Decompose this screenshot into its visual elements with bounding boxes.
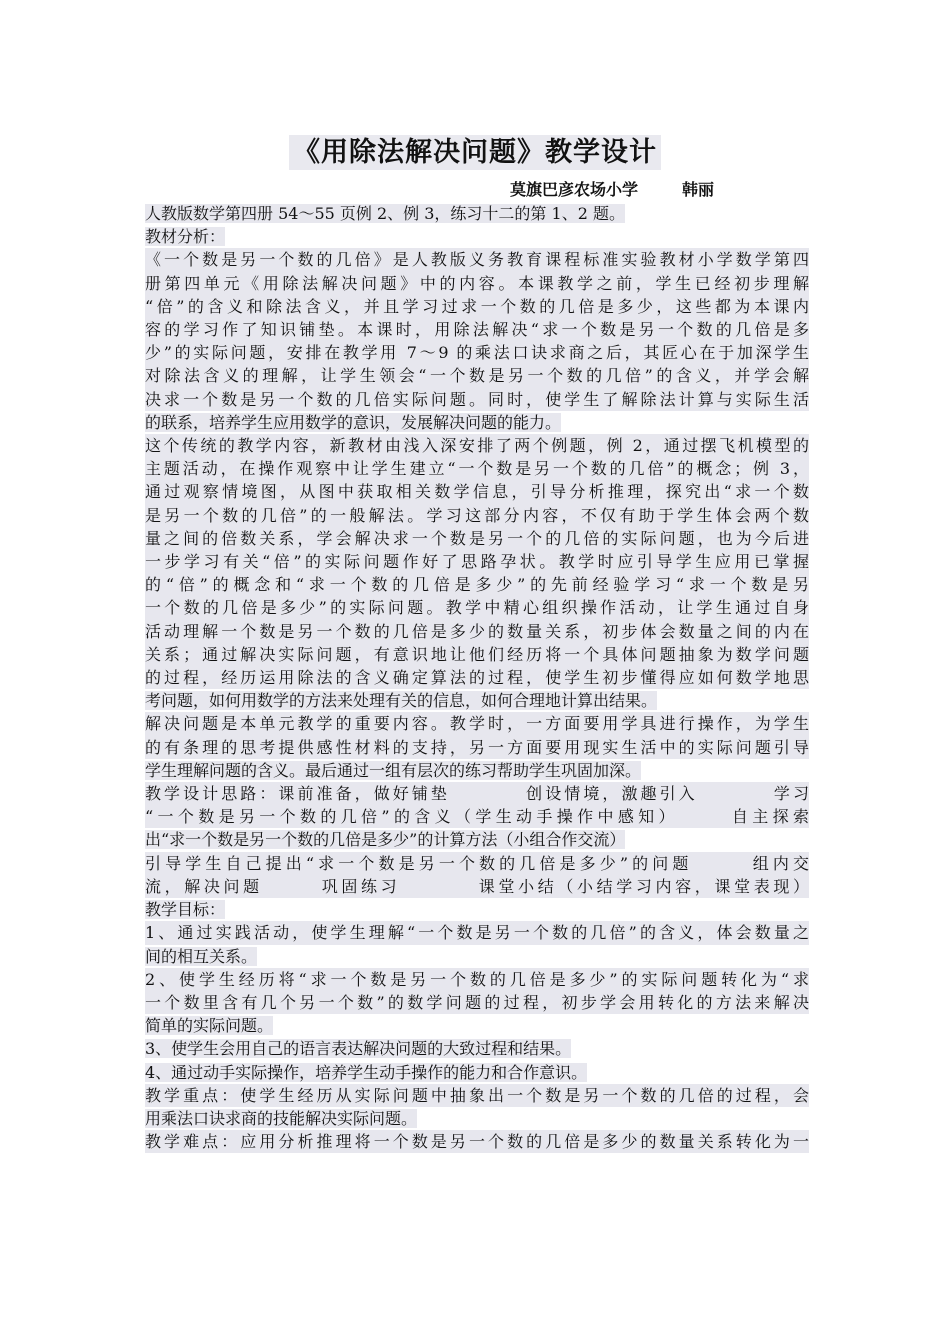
text-line <box>145 225 809 248</box>
text-line <box>145 341 809 364</box>
text-line <box>145 1037 809 1060</box>
page-title <box>0 130 950 169</box>
text-line <box>145 759 809 782</box>
text-line <box>145 991 809 1014</box>
text-line-content: 册第四单元《用除法解决问题》中的内容。本课教学之前，学生已经初步理解 <box>145 273 809 293</box>
text-line-content: 活动理解一个数是另一个数的几倍是多少的数量关系，初步体会数量之间的内在 <box>145 621 809 641</box>
text-line <box>145 805 809 828</box>
text-line <box>145 921 809 944</box>
text-line <box>145 434 809 457</box>
author-line <box>510 177 714 200</box>
text-line <box>145 945 809 968</box>
text-line-content: 的“倍”的概念和“求一个数的几倍是多少”的先前经验学习“求一个数是另 <box>145 575 809 595</box>
text-line <box>145 411 809 434</box>
text-line <box>145 643 809 666</box>
text-line <box>145 968 809 991</box>
text-line <box>145 1014 809 1037</box>
text-line-content: 量之间的倍数关系，学会解决求一个数是另一个的几倍的实际问题，也为今后进 <box>145 528 809 548</box>
document-body <box>145 202 809 1153</box>
text-line-content: 是另一个数的几倍”的一般解法。学习这部分内容，不仅有助于学生体会两个数 <box>145 505 809 525</box>
text-line <box>145 504 809 527</box>
text-line <box>145 318 809 341</box>
text-line-content: 流，解决问题 巩固练习 课堂小结（小结学习内容，课堂表现） <box>145 876 809 896</box>
text-line-content: “倍”的含义和除法含义，并且学习过求一个数的几倍是多少，这些都为本课内 <box>145 296 809 316</box>
text-line <box>145 202 809 225</box>
author-school: 莫旗巴彦农场小学 <box>510 180 639 199</box>
author-name: 韩丽 <box>682 180 715 199</box>
text-line-content: 学生理解问题的含义。最后通过一组有层次的练习帮助学生巩固加深。 <box>145 760 642 780</box>
text-line-content: 一个数里含有几个另一个数”的数学问题的过程，初步学会用转化的方法来解决 <box>145 992 809 1012</box>
text-line-content: “一个数是另一个数的几倍”的含义（学生动手操作中感知） 自主探索 <box>145 807 809 827</box>
text-line-content: 简单的实际问题。 <box>145 1016 274 1036</box>
text-line <box>145 736 809 759</box>
text-line <box>145 388 809 411</box>
text-line <box>145 666 809 689</box>
text-line <box>145 272 809 295</box>
text-line <box>145 1084 809 1107</box>
text-line <box>145 689 809 712</box>
text-line-content: 用乘法口诀求商的技能解决实际问题。 <box>145 1108 418 1128</box>
text-line <box>145 712 809 735</box>
text-line-content: 引导学生自己提出“求一个数是另一个数的几倍是多少”的问题 组内交 <box>145 853 809 873</box>
text-line <box>145 480 809 503</box>
text-line-content: 通过观察情境图，从图中获取相关数学信息，引导分析推理，探究出“求一个数 <box>145 482 809 502</box>
text-line <box>145 782 809 805</box>
text-line-content: 考问题，如何用数学的方法来处理有关的信息，如何合理地计算出结果。 <box>145 691 658 711</box>
text-line-content: 对除法含义的理解，让学生领会“一个数是另一个数的几倍”的含义，并学会解 <box>145 366 809 386</box>
text-line-content: 《一个数是另一个数的几倍》是人教版义务教育课程标准实验教材小学数学第四 <box>145 250 809 270</box>
text-line-content: 间的相互关系。 <box>145 946 258 966</box>
text-line-content: 教学难点：应用分析推理将一个数是另一个数的几倍是多少的数量关系转化为一 <box>145 1132 809 1152</box>
text-line <box>145 828 809 851</box>
text-line <box>145 295 809 318</box>
title-text: 《用除法解决问题》教学设计 <box>289 135 661 170</box>
text-line <box>145 1130 809 1153</box>
text-line <box>145 898 809 921</box>
text-line-content: 容的学习作了知识铺垫。本课时，用除法解决“求一个数是另一个数的几倍是多 <box>145 320 809 340</box>
text-line-content: 人教版数学第四册 54～55 页例 2、例 3，练习十二的第 1、2 题。 <box>145 204 625 223</box>
text-line-content: 决求一个数是另一个数的几倍实际问题。同时，使学生了解除法计算与实际生活 <box>145 389 809 409</box>
text-line-content: 一步学习有关“倍”的实际问题作好了思路孕状。教学时应引导学生应用已掌握 <box>145 552 809 572</box>
text-line <box>145 852 809 875</box>
text-line <box>145 457 809 480</box>
text-line-content: 教材分析： <box>145 227 226 247</box>
text-line <box>145 620 809 643</box>
text-line-content: 3、使学生会用自己的语言表达解决问题的大致过程和结果。 <box>145 1039 572 1059</box>
text-line <box>145 364 809 387</box>
text-line-content: 1、通过实践活动，使学生理解“一个数是另一个数的几倍”的含义，体会数量之 <box>145 923 809 943</box>
text-line-content: 教学重点：使学生经历从实际问题中抽象出一个数是另一个数的几倍的过程，会 <box>145 1085 809 1105</box>
text-line-content: 2、使学生经历将“求一个数是另一个数的几倍是多少”的实际问题转化为“求 <box>145 969 809 989</box>
text-line <box>145 1107 809 1130</box>
text-line <box>145 596 809 619</box>
text-line-content: 的过程，经历运用除法的含义确定算法的过程，使学生初步懂得应如何数学地思 <box>145 668 809 688</box>
text-line-content: 少”的实际问题，安排在教学用 7～9 的乘法口诀求商之后，其匠心在于加深学生 <box>145 343 809 363</box>
text-line-content: 一个数的几倍是多少”的实际问题。教学中精心组织操作活动，让学生通过自身 <box>145 598 809 618</box>
text-line-content: 的有条理的思考提供感性材料的支持，另一方面要用现实生活中的实际问题引导 <box>145 737 809 757</box>
text-line <box>145 1061 809 1084</box>
text-line <box>145 527 809 550</box>
text-line-content: 教学设计思路：课前准备，做好铺垫 创设情境，激趣引入 学习 <box>145 784 809 804</box>
text-line-content: 教学目标： <box>145 900 226 920</box>
text-line-content: 解决问题是本单元教学的重要内容。教学时，一方面要用学具进行操作，为学生 <box>145 714 809 734</box>
text-line-content: 4、通过动手实际操作，培养学生动手操作的能力和合作意识。 <box>145 1062 588 1082</box>
text-line <box>145 875 809 898</box>
text-line <box>145 573 809 596</box>
text-line-content: 这个传统的教学内容，新教材由浅入深安排了两个例题，例 2，通过摆飞机模型的 <box>145 436 809 456</box>
text-line-content: 主题活动，在操作观察中让学生建立“一个数是另一个数的几倍”的概念；例 3， <box>145 459 809 479</box>
text-line-content: 关系；通过解决实际问题，有意识地让他们经历将一个具体问题抽象为数学问题 <box>145 644 809 664</box>
text-line-content: 的联系，培养学生应用数学的意识，发展解决问题的能力。 <box>145 412 562 432</box>
text-line-content: 出“求一个数是另一个数的几倍是多少”的计算方法（小组合作交流） <box>145 830 626 850</box>
text-line <box>145 248 809 271</box>
text-line <box>145 550 809 573</box>
